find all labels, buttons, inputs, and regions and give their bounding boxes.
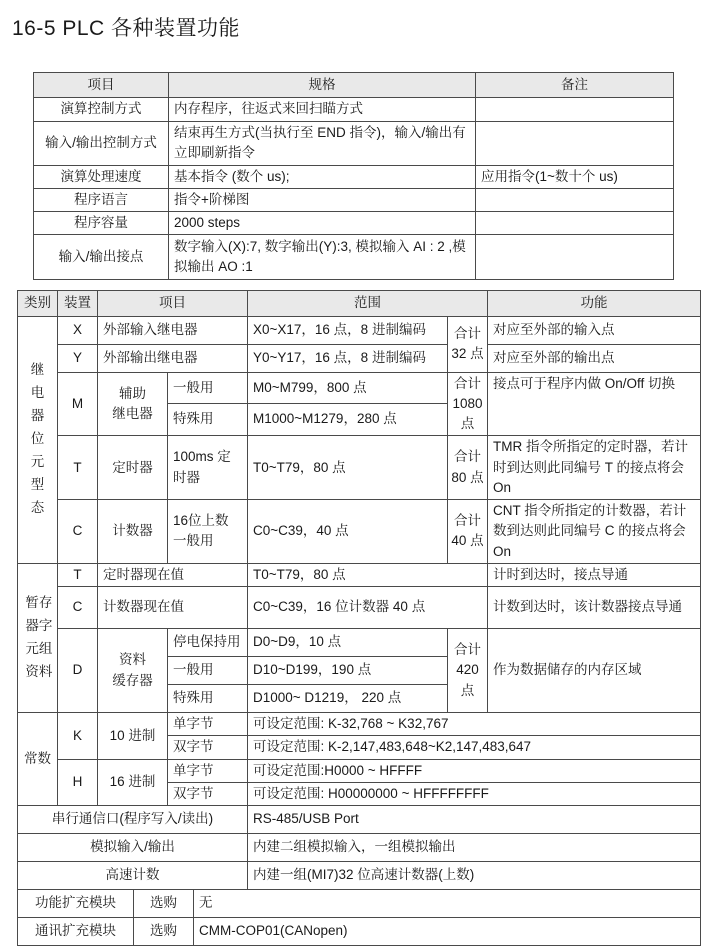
cell-item-sub: 100ms 定时器 [168,436,248,500]
cell-label-high-speed-count: 高速计数 [18,862,248,890]
cell-note [476,235,674,280]
table-row [18,629,701,657]
cell-value: CMM-COP01(CANopen) [194,918,701,946]
cell-function: 对应至外部的输入点 [488,316,701,344]
cell-item: 10 进制 [98,713,168,760]
cell-note: 应用指令(1~数十个 us) [476,165,674,188]
cell-range: D0~D9，10 点 [248,629,448,657]
cell-function: 对应至外部的输出点 [488,344,701,372]
cell-total: 合计 420 点 [448,629,488,713]
cell-note [476,212,674,235]
cell-item-sub: 停电保持用 [168,629,248,657]
device-table [17,290,701,890]
cell-device: C [58,587,98,629]
col-header-device: 装置 [58,291,98,316]
cell-function: 作为数据储存的内存区域 [488,629,701,713]
cell-item: 外部输入继电器 [98,316,248,344]
cell-range: T0~T79，80 点 [248,436,448,500]
cell-function: TMR 指令所指定的定时器，若计时到达则此同编号 T 的接点将会 On [488,436,701,500]
cell-item: 外部输出继电器 [98,344,248,372]
category-label: 继电器位元型态 [30,362,45,515]
cell-function: 接点可于程序内做 On/Off 切换 [488,372,701,436]
cell-spec: 结束再生方式(当执行至 END 指令)，输入/输出有立即刷新指令 [169,121,476,165]
col-header-note: 备注 [476,73,674,98]
cell-category-constant [18,713,58,806]
cell-label-comm-module: 通讯扩充模块 [18,918,134,946]
table-row [34,212,674,235]
cell-function: 计时到达时，接点导通 [488,563,701,586]
table-row [34,235,674,280]
cell-label-function-module: 功能扩充模块 [18,890,134,918]
table-row [18,316,701,344]
cell-option: 选购 [134,890,194,918]
table-row [34,165,674,188]
cell-item: 输入/输出控制方式 [34,121,169,165]
cell-function: 计数到达时，该计数器接点导通 [488,587,701,629]
table-row [18,587,701,629]
col-header-item: 项目 [34,73,169,98]
cell-label-serial-port: 串行通信口(程序写入/读出) [18,806,248,834]
cell-category-register [18,563,58,712]
cell-item: 辅助 继电器 [98,372,168,436]
cell-range: T0~T79，80 点 [248,563,488,586]
table-row [18,806,701,834]
table-row [18,834,701,862]
cell-item: 输入/输出接点 [34,235,169,280]
cell-item-sub: 16位上数一般用 [168,500,248,564]
cell-note [476,121,674,165]
table-row [18,713,701,736]
table-row [18,759,701,782]
cell-spec: 内存程序，往返式来回扫瞄方式 [169,98,476,121]
col-header-category: 类别 [18,291,58,316]
cell-range: 可设定范围: K-2,147,483,648~K2,147,483,647 [248,736,701,759]
cell-range: C0~C39，16 位计数器 40 点 [248,587,488,629]
table-row [18,563,701,586]
table-row [18,862,701,890]
cell-item: 16 进制 [98,759,168,806]
cell-range: Y0~Y17，16 点，8 进制编码 [248,344,448,372]
cell-item-sub: 双字节 [168,736,248,759]
cell-range: 可设定范围: H00000000 ~ HFFFFFFFF [248,782,701,805]
cell-function: CNT 指令所指定的计数器，若计数到达则此同编号 C 的接点将会 On [488,500,701,564]
category-label: 常数 [24,750,51,766]
cell-item-sub: 单字节 [168,713,248,736]
cell-device: X [58,316,98,344]
page-title: 16-5 PLC 各种装置功能 [12,17,241,40]
cell-item: 演算控制方式 [34,98,169,121]
table-header-row [34,73,674,98]
cell-item: 计数器现在值 [98,587,248,629]
cell-range: 可设定范围: K-32,768 ~ K32,767 [248,713,701,736]
cell-item: 程序容量 [34,212,169,235]
cell-item: 资料 缓存器 [98,629,168,713]
table-row [18,500,701,564]
category-label: 暂存器字元组资料 [25,595,53,679]
cell-label-analog-io: 模拟输入/输出 [18,834,248,862]
cell-spec: 2000 steps [169,212,476,235]
cell-value: 无 [194,890,701,918]
cell-item-sub: 特殊用 [168,403,248,435]
cell-item-sub: 单字节 [168,759,248,782]
cell-device: T [58,563,98,586]
cell-value: 内建一组(MI7)32 位高速计数器(上数) [248,862,701,890]
col-header-range: 范围 [248,291,488,316]
cell-note [476,188,674,211]
cell-category-relay [18,316,58,563]
cell-item: 程序语言 [34,188,169,211]
cell-value: 内建二组模拟输入，一组模拟输出 [248,834,701,862]
cell-range: X0~X17，16 点，8 进制编码 [248,316,448,344]
table-row [34,121,674,165]
col-header-spec: 规格 [169,73,476,98]
cell-range: M1000~M1279，280 点 [248,403,448,435]
spec-table [33,72,674,280]
cell-spec: 数字输入(X):7, 数字输出(Y):3, 模拟输入 AI : 2 ,模拟输出 AO :1 [169,235,476,280]
cell-device: Y [58,344,98,372]
cell-option: 选购 [134,918,194,946]
cell-item: 定时器 [98,436,168,500]
table-row [18,372,701,403]
cell-spec: 基本指令 (数个 us); [169,165,476,188]
cell-device: T [58,436,98,500]
device-table-modules [17,889,701,946]
cell-device: K [58,713,98,760]
cell-device: C [58,500,98,564]
cell-item: 演算处理速度 [34,165,169,188]
cell-value: RS-485/USB Port [248,806,701,834]
col-header-item: 项目 [98,291,248,316]
cell-note [476,98,674,121]
table-row [18,344,701,372]
cell-total: 合计 1080 点 [448,372,488,436]
cell-range: D1000~ D1219， 220 点 [248,685,448,713]
table-row [34,98,674,121]
cell-range: C0~C39，40 点 [248,500,448,564]
cell-device: M [58,372,98,436]
cell-item-sub: 一般用 [168,372,248,403]
table-row [18,890,701,918]
cell-range: D10~D199，190 点 [248,657,448,685]
cell-item-sub: 特殊用 [168,685,248,713]
table-header-row [18,291,701,316]
cell-total: 合计 40 点 [448,500,488,564]
table-row [18,918,701,946]
table-row [34,188,674,211]
cell-range: M0~M799，800 点 [248,372,448,403]
cell-range: 可设定范围:H0000 ~ HFFFF [248,759,701,782]
cell-device: H [58,759,98,806]
cell-total: 合计 80 点 [448,436,488,500]
cell-device: D [58,629,98,713]
cell-item: 定时器现在值 [98,563,248,586]
table-row [18,436,701,500]
col-header-function: 功能 [488,291,701,316]
cell-item: 计数器 [98,500,168,564]
cell-item-sub: 一般用 [168,657,248,685]
cell-item-sub: 双字节 [168,782,248,805]
cell-spec: 指令+阶梯图 [169,188,476,211]
cell-total: 合计 32 点 [448,316,488,372]
